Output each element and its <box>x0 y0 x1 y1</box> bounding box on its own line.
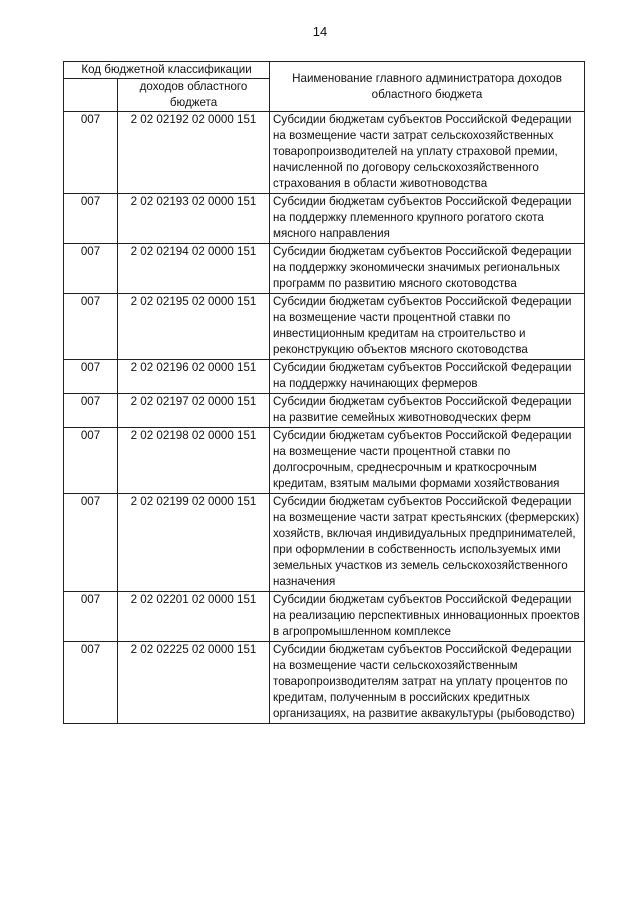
header-administrator-code <box>64 79 118 112</box>
cell-administrator-code: 007 <box>64 592 118 642</box>
cell-income-name: Субсидии бюджетам субъектов Российской Федерации на возмещение части затрат сельскохозяйственных товаропроизводителей на уплату страховой премии, начисленной по договору сельскохозяйственного страхования в области животноводства <box>270 112 585 194</box>
cell-income-name: Субсидии бюджетам субъектов Российской Федерации на возмещение части сельскохозяйственным товаропроизводителям затрат на уплату процентов по кредитам, полученным в российских кредитных организациях, на развитие аквакультуры (рыбоводство) <box>270 642 585 724</box>
cell-administrator-code: 007 <box>64 428 118 494</box>
cell-administrator-code: 007 <box>64 394 118 428</box>
cell-income-name: Субсидии бюджетам субъектов Российской Федерации на развитие семейных животноводческих ферм <box>270 394 585 428</box>
cell-income-code: 2 02 02196 02 0000 151 <box>118 360 270 394</box>
cell-income-code: 2 02 02193 02 0000 151 <box>118 194 270 244</box>
cell-income-code: 2 02 02195 02 0000 151 <box>118 294 270 360</box>
table-header-row <box>64 62 585 79</box>
header-classification-code: Код бюджетной классификации <box>64 62 270 79</box>
table-body <box>64 112 585 724</box>
cell-income-code: 2 02 02199 02 0000 151 <box>118 494 270 592</box>
table-row <box>64 194 585 244</box>
cell-income-name: Субсидии бюджетам субъектов Российской Федерации на поддержку племенного крупного рогатого скота мясного направления <box>270 194 585 244</box>
table-row <box>64 360 585 394</box>
budget-classification-table <box>63 61 585 724</box>
table-row <box>64 394 585 428</box>
cell-income-code: 2 02 02192 02 0000 151 <box>118 112 270 194</box>
cell-administrator-code: 007 <box>64 642 118 724</box>
cell-income-name: Субсидии бюджетам субъектов Российской Федерации на реализацию перспективных инновационных проектов в агропромышленном комплексе <box>270 592 585 642</box>
table-row <box>64 592 585 642</box>
header-administrator-name: Наименование главного администратора доходов областного бюджета <box>270 62 585 112</box>
cell-administrator-code: 007 <box>64 294 118 360</box>
cell-income-code: 2 02 02197 02 0000 151 <box>118 394 270 428</box>
table-row <box>64 428 585 494</box>
cell-income-name: Субсидии бюджетам субъектов Российской Федерации на возмещение части затрат крестьянских (фермерских) хозяйств, включая индивидуальных предпринимателей, при оформлении в собственность используемых ими земельных участков из земель сельскохозяйственного назначения <box>270 494 585 592</box>
cell-income-name: Субсидии бюджетам субъектов Российской Федерации на поддержку начинающих фермеров <box>270 360 585 394</box>
table-row <box>64 642 585 724</box>
cell-income-name: Субсидии бюджетам субъектов Российской Федерации на возмещение части процентной ставки по долгосрочным, среднесрочным и краткосрочным кредитам, взятым малыми формами хозяйствования <box>270 428 585 494</box>
table-row <box>64 244 585 294</box>
table-row <box>64 112 585 194</box>
cell-income-code: 2 02 02201 02 0000 151 <box>118 592 270 642</box>
cell-administrator-code: 007 <box>64 112 118 194</box>
cell-administrator-code: 007 <box>64 494 118 592</box>
cell-income-code: 2 02 02198 02 0000 151 <box>118 428 270 494</box>
cell-income-code: 2 02 02225 02 0000 151 <box>118 642 270 724</box>
table-row <box>64 494 585 592</box>
cell-administrator-code: 007 <box>64 244 118 294</box>
cell-administrator-code: 007 <box>64 360 118 394</box>
cell-income-name: Субсидии бюджетам субъектов Российской Федерации на возмещение части процентной ставки по инвестиционным кредитам на строительство и реконструкцию объектов мясного скотоводства <box>270 294 585 360</box>
cell-income-code: 2 02 02194 02 0000 151 <box>118 244 270 294</box>
page-number: 14 <box>312 24 328 39</box>
cell-administrator-code: 007 <box>64 194 118 244</box>
cell-income-name: Субсидии бюджетам субъектов Российской Федерации на поддержку экономически значимых региональных программ по развитию мясного скотоводства <box>270 244 585 294</box>
table-row <box>64 294 585 360</box>
header-income-code: доходов областного бюджета <box>118 79 270 112</box>
